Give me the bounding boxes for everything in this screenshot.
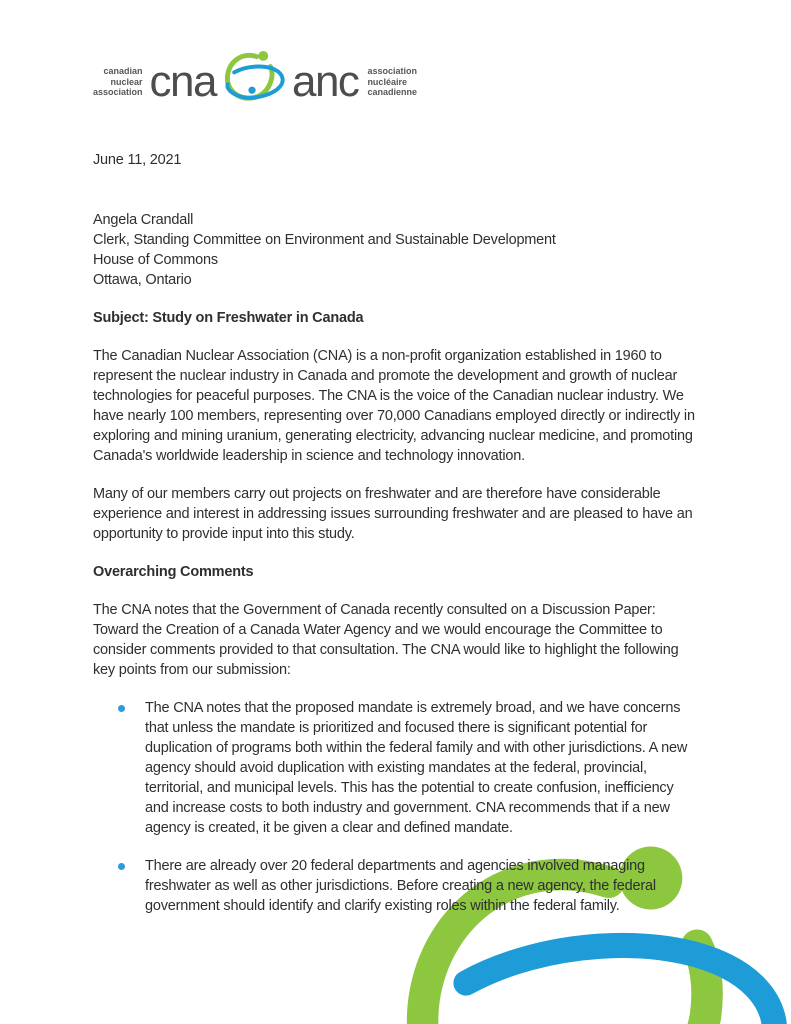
logo-wordmark-en-line: nuclear <box>110 76 143 87</box>
address-line-org: House of Commons <box>93 252 218 268</box>
logo-acronym-anc: anc <box>291 57 359 106</box>
address-line-title: Clerk, Standing Committee on Environment and Sustainable Development <box>93 232 556 248</box>
bullet-text: There are already over 20 federal departments and agencies involved managing freshwater as well as other jurisdictions. Before creating a new agency, the federal government should identify and clarify existing roles within the federal family. <box>145 858 656 914</box>
list-item <box>118 698 698 838</box>
section-heading: Overarching Comments <box>93 564 254 580</box>
logo-wordmark-fr <box>367 66 417 98</box>
address-line-name: Angela Crandall <box>93 212 194 228</box>
paragraph-members: Many of our members carry out projects on freshwater and are therefore have considerable experience and interest in addressing issues surrounding freshwater and are pleased to have an opportunity to provide input into this study. <box>93 486 693 542</box>
bullet-text: The CNA notes that the proposed mandate is extremely broad, and we have concerns that unless the mandate is prioritized and focused there is significant potential for duplication of programs both within the federal family and with other jurisdictions. A new agency should avoid duplication with existing mandates at the federal, provincial, territorial, and municipal levels. This has the potential to create confusion, inefficiency and increase costs to both industry and government. CNA recommends that if a new agency is created, it be given a clear and defined mandate. <box>145 700 688 836</box>
bullet-icon <box>118 705 125 712</box>
logo-wordmark-en <box>93 66 143 98</box>
key-points-list <box>93 698 698 916</box>
logo-wordmark-fr-line: nucléaire <box>367 76 407 87</box>
subject-line: Subject: Study on Freshwater in Canada <box>93 310 364 326</box>
cna-logo <box>93 52 698 112</box>
list-item <box>118 856 698 916</box>
logo-wordmark-en-line: canadian <box>103 66 143 77</box>
letter-date: June 11, 2021 <box>93 152 182 168</box>
recipient-address <box>93 210 698 290</box>
paragraph-consultation: The CNA notes that the Government of Canada recently consulted on a Discussion Paper: Toward the Creation of a Canada Water Agency and we would encourage the Committee to consider comments provided to that consultation. The CNA would like to highlight the following key points from our submission: <box>93 602 679 678</box>
logo-wordmark-en-line: association <box>93 87 143 98</box>
address-line-city: Ottawa, Ontario <box>93 272 192 288</box>
bullet-icon <box>118 863 125 870</box>
logo-wordmark-fr-line: canadienne <box>367 87 417 98</box>
logo-acronym-cna: cna <box>149 57 216 106</box>
paragraph-intro: The Canadian Nuclear Association (CNA) is a non-profit organization established in 1960 to represent the nuclear industry in Canada and promote the development and growth of nuclear technologies for peaceful purposes. The CNA is the voice of the Canadian nuclear industry. We have nearly 100 members, representing over 70,000 Canadians employed directly or indirectly in exploring and mining uranium, generating electricity, advancing nuclear medicine, and promoting Canada's worldwide leadership in science and technology innovation. <box>93 348 695 464</box>
logo-wordmark-fr-line: association <box>367 66 417 77</box>
cna-atom-icon <box>221 50 287 108</box>
